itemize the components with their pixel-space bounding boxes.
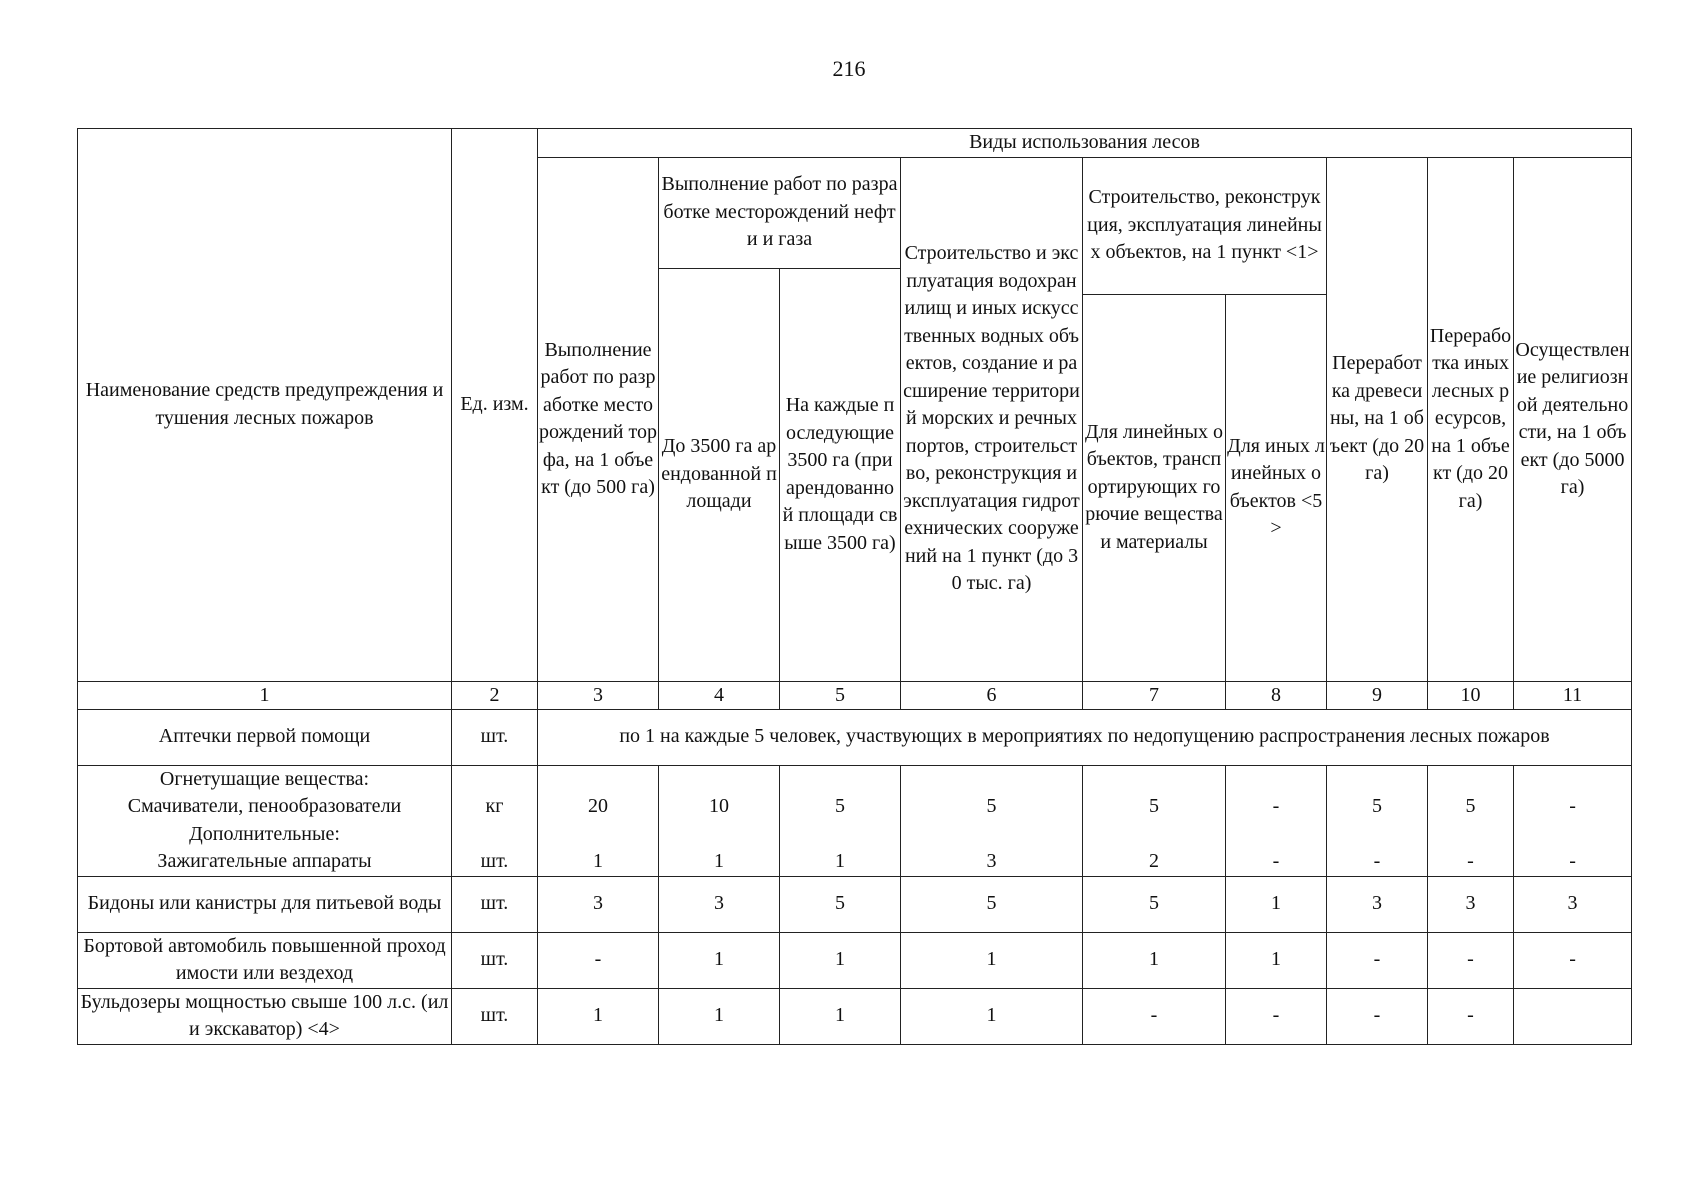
column-number: 11	[1514, 681, 1632, 709]
row-value: 1	[1226, 932, 1327, 988]
column-number: 1	[78, 681, 452, 709]
row-value: - -	[1226, 765, 1327, 876]
row-value	[1514, 988, 1632, 1044]
row-value: 5 1	[780, 765, 901, 876]
row-name	[78, 765, 452, 876]
column-number: 7	[1083, 681, 1226, 709]
row-value: 20 1	[538, 765, 659, 876]
row-name: Бортовой автомобиль повышенной проходимости или вездеход	[78, 932, 452, 988]
header-linear-fuel: Для линейных объектов, транспортирующих горючие вещества и материалы	[1083, 294, 1226, 681]
row-value: 5 3	[901, 765, 1083, 876]
header-forest-use-types: Виды использования лесов	[538, 129, 1632, 158]
row-value: 3	[538, 876, 659, 932]
row-value: -	[1514, 932, 1632, 988]
header-peat: Выполнение работ по разработке месторождений торфа, на 1 объект (до 500 га)	[538, 157, 659, 681]
row-value: 10 1	[659, 765, 780, 876]
row-value: -	[1083, 988, 1226, 1044]
row-value: 5	[901, 876, 1083, 932]
row-name-line: Дополнительные:	[189, 822, 340, 845]
row-unit-b: шт.	[480, 850, 509, 872]
table-row-bulldozer	[78, 988, 1632, 1044]
row-unit	[452, 765, 538, 876]
column-number: 9	[1327, 681, 1428, 709]
column-number: 2	[452, 681, 538, 709]
row-value: 5 2	[1083, 765, 1226, 876]
column-number: 8	[1226, 681, 1327, 709]
row-value: 1	[659, 932, 780, 988]
row-name: Бидоны или канистры для питьевой воды	[78, 876, 452, 932]
header-water-objects: Строительство и эксплуатация водохранилищ и иных искусственных водных объектов, создание и расширение территорий морских и речных портов, строительство, реконструкция и эксплуатация гидротехнических сооружений на 1 пункт (до 30 тыс. га)	[901, 157, 1083, 681]
row-value: 1	[780, 988, 901, 1044]
row-value: 1	[659, 988, 780, 1044]
row-value: 3	[659, 876, 780, 932]
row-value: -	[1226, 988, 1327, 1044]
row-name: Бульдозеры мощностью свыше 100 л.с. (или экскаватор) <4>	[78, 988, 452, 1044]
header-wood-processing: Переработка древесины, на 1 объект (до 20 га)	[1327, 157, 1428, 681]
header-oil-next: На каждые последующие 3500 га (при арендованной площади свыше 3500 га)	[780, 268, 901, 681]
row-value: 1	[901, 932, 1083, 988]
row-value: 1	[538, 988, 659, 1044]
row-value: -	[1327, 988, 1428, 1044]
row-value: 1	[780, 932, 901, 988]
row-value: -	[1428, 988, 1514, 1044]
table-row-extinguishing	[78, 765, 1632, 876]
row-unit: шт.	[452, 932, 538, 988]
header-other-resources: Переработка иных лесных ресурсов, на 1 объект (до 20 га)	[1428, 157, 1514, 681]
header-linear-group: Строительство, реконструкция, эксплуатация линейных объектов, на 1 пункт <1>	[1083, 157, 1327, 294]
fire-equipment-norms-table	[77, 128, 1632, 1045]
row-value: 5	[1083, 876, 1226, 932]
header-oil-first: До 3500 га арендованной площади	[659, 268, 780, 681]
row-note: по 1 на каждые 5 человек, участвующих в мероприятиях по недопущению распространения лесных пожаров	[538, 709, 1632, 765]
column-number: 5	[780, 681, 901, 709]
row-name-line: Огнетушащие вещества:	[159, 767, 370, 790]
row-value: 5 -	[1327, 765, 1428, 876]
row-value: -	[1327, 932, 1428, 988]
header-unit: Ед. изм.	[452, 129, 538, 682]
column-number: 3	[538, 681, 659, 709]
column-number: 6	[901, 681, 1083, 709]
row-value: 1	[1083, 932, 1226, 988]
row-unit: шт.	[452, 876, 538, 932]
row-name: Аптечки первой помощи	[78, 709, 452, 765]
row-value: - -	[1514, 765, 1632, 876]
row-value: 3	[1428, 876, 1514, 932]
header-equipment-name: Наименование средств предупреждения и тушения лесных пожаров	[78, 129, 452, 682]
header-linear-other: Для иных линейных объектов <5>	[1226, 294, 1327, 681]
row-value: 5 -	[1428, 765, 1514, 876]
header-religious: Осуществление религиозной деятельности, на 1 объект (до 5000 га)	[1514, 157, 1632, 681]
row-unit: шт.	[452, 988, 538, 1044]
row-value: -	[1428, 932, 1514, 988]
header-row-1	[78, 129, 1632, 158]
row-name-line: Смачиватели, пенообразователи	[127, 795, 402, 817]
column-number: 4	[659, 681, 780, 709]
table-row-first-aid	[78, 709, 1632, 765]
page-number: 216	[832, 56, 866, 81]
table-row-vehicle	[78, 932, 1632, 988]
row-unit-a: кг	[485, 795, 504, 817]
column-number: 10	[1428, 681, 1514, 709]
row-value: 3	[1327, 876, 1428, 932]
row-unit: шт.	[452, 709, 538, 765]
row-name-line: Зажигательные аппараты	[157, 850, 372, 872]
header-oil-gas-group: Выполнение работ по разработке месторождений нефти и газа	[659, 157, 901, 268]
column-numbers-row	[78, 681, 1632, 709]
row-value: -	[538, 932, 659, 988]
row-value: 1	[901, 988, 1083, 1044]
row-value: 5	[780, 876, 901, 932]
table-row-water-cans	[78, 876, 1632, 932]
row-value: 1	[1226, 876, 1327, 932]
row-value: 3	[1514, 876, 1632, 932]
